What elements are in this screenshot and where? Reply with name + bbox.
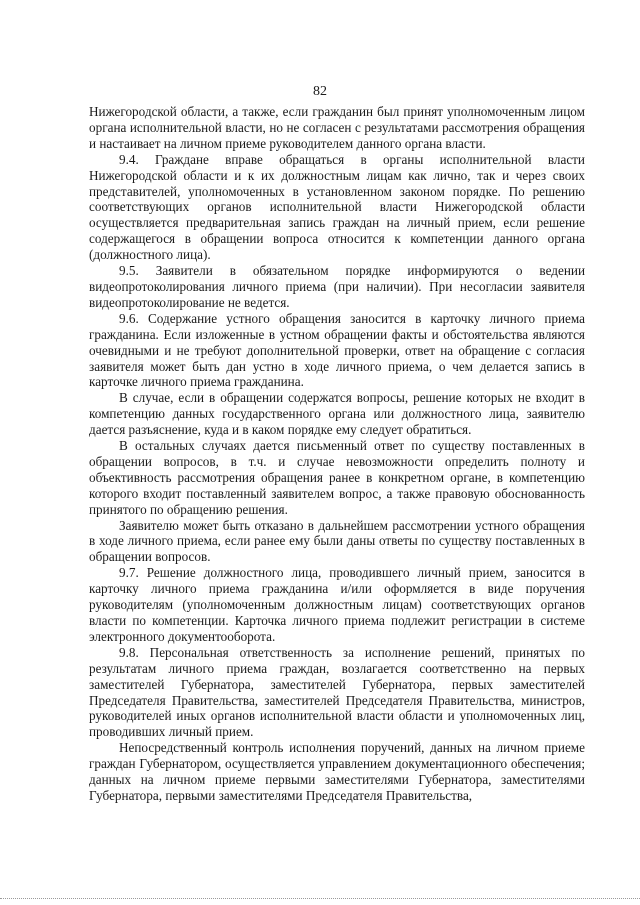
document-body [89,104,585,804]
paragraph-9-6-case: В случае, если в обращении содержатся вопросы, решение которых не входит в компетенцию данных государственного органа или должностного лица, заявителю дается разъяснение, куда и в каком порядке ему следует обратиться. [89,390,585,438]
paragraph-continuation: Нижегородской области, а также, если гражданин был принят уполномоченным лицом органа исполнительной власти, но не согласен с результатами рассмотрения обращения и настаивает на личном приеме руководителем данного органа власти. [89,104,585,151]
paragraph-9-5: 9.5. Заявители в обязательном порядке информируются о ведении видеопротоколирования личного приема (при наличии). При несогласии заявителя видеопротоколирование не ведется. [89,263,585,310]
paragraph-9-4: 9.4. Граждане вправе обращаться в органы исполнительной власти Нижегородской области и к их должностным лицам как лично, так и через своих представителей, уполномоченных в установленном законом порядке. По решению соответствующих органов исполнительной власти Нижегородской области осуществляется предварительная запись граждан на личный прием, если решение содержащегося в обращении вопроса относится к компетенции данного органа (должностного лица). [89,151,585,263]
page-bottom-border [0,898,640,899]
paragraph-9-8-control: Непосредственный контроль исполнения поручений, данных на личном приеме граждан Губернатором, осуществляется управлением документационного обеспечения; данных на личном приеме первыми заместителями Губернатора, заместителями Губернатора, первыми заместителями Председателя Правительства, [89,740,585,803]
paragraph-9-6-refusal: Заявителю может быть отказано в дальнейшем рассмотрении устного обращения в ходе личного приема, если ранее ему были даны ответы по существу поставленных в обращении вопросов. [89,517,585,565]
paragraph-9-7: 9.7. Решение должностного лица, проводившего личный прием, заносится в карточку личного приема гражданина и/или оформляется в виде поручения руководителям (уполномоченным должностным лицам) соответствующих органов власти по компетенции. Карточка личного приема подлежит регистрации в системе электронного документооборота. [89,565,585,644]
paragraph-9-8: 9.8. Персональная ответственность за исполнение решений, принятых по результатам личного приема граждан, возлагается соответственно на первых заместителей Губернатора, заместителей Губернатора, первых заместителей Председателя Правительства, заместителей Председателя Правительства, министров, руководителей иных органов исполнительной власти области и уполномоченных лиц, проводивших личный прием. [89,644,585,740]
page-number: 82 [313,84,327,99]
paragraph-9-6-other: В остальных случаях дается письменный ответ по существу поставленных в обращении вопросов, в т.ч. и случае невозможности определить полноту и объективность рассмотрения обращения ранее в конкретном органе, в компетенцию которого входит поставленный заявителем вопрос, а также правовую обоснованность принятого по обращению решения. [89,438,585,517]
paragraph-9-6: 9.6. Содержание устного обращения заносится в карточку личного приема гражданина. Если изложенные в устном обращении факты и обстоятельства являются очевидными и не требуют дополнительной проверки, ответ на обращение с согласия заявителя может быть дан устно в ходе личного приема, о чем делается запись в карточке личного приема гражданина. [89,310,585,390]
